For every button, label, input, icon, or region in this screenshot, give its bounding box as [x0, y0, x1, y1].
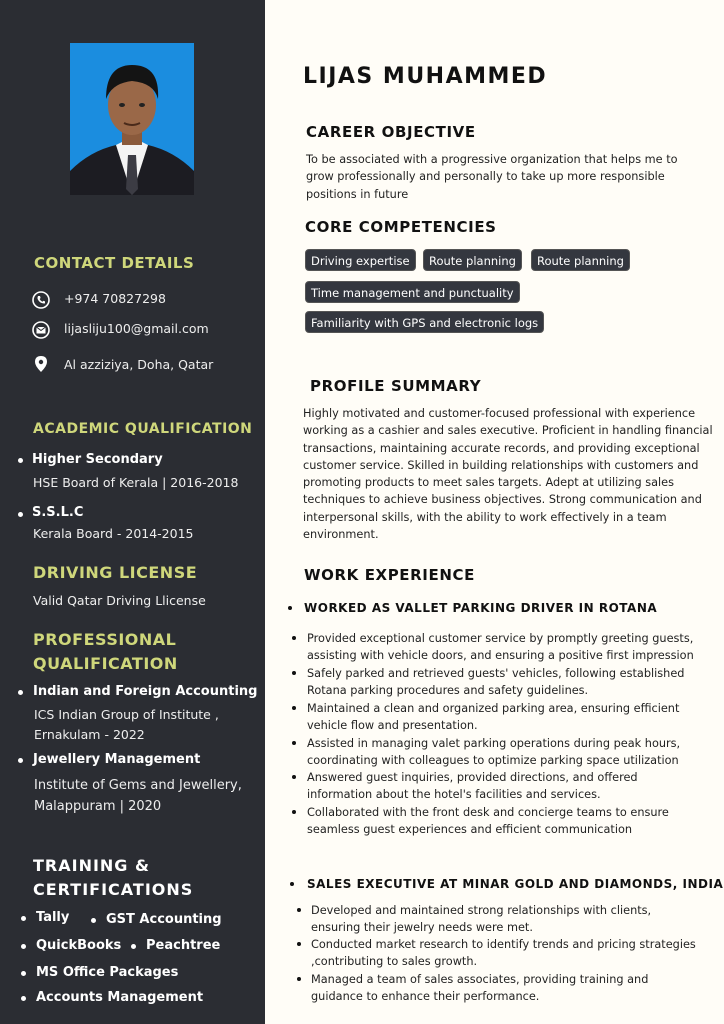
bullet-dot — [21, 996, 26, 1001]
bullet-dot — [297, 977, 301, 981]
job-bullet: Developed and maintained strong relationships with clients, ensuring their jewelry needs were met. — [311, 904, 652, 935]
work-experience-heading: WORK EXPERIENCE — [304, 566, 475, 584]
detail-line: Malappuram | 2020 — [34, 799, 162, 814]
bullet-dot — [297, 942, 301, 946]
training-heading-line1: TRAINING & — [33, 856, 150, 875]
driving-license-heading: DRIVING LICENSE — [33, 563, 198, 582]
bullet-dot — [292, 671, 296, 675]
competency-chip: Familiarity with GPS and electronic logs — [305, 311, 544, 333]
job-bullet: Answered guest inquiries, provided directions, and offered information about the hotel's facilities and services. — [307, 771, 638, 802]
core-competencies-heading: CORE COMPETENCIES — [305, 218, 497, 236]
job-bullet: Assisted in managing valet parking operations during peak hours, coordinating with colleagues to optimize parking space utilization — [307, 737, 681, 768]
detail-line: Ernakulam - 2022 — [34, 727, 145, 742]
job-title: SALES EXECUTIVE AT MINAR GOLD AND DIAMONDS, INDIA — [307, 877, 724, 891]
bullet-dot — [18, 758, 23, 763]
training-item: Accounts Management — [36, 990, 204, 1005]
bullet-dot — [18, 458, 23, 463]
bullet-dot — [91, 918, 96, 923]
bullet-dot — [292, 636, 296, 640]
contact-phone: +974 70827298 — [64, 291, 166, 306]
competency-chip: Route planning — [423, 249, 522, 271]
job-bullet: Provided exceptional customer service by promptly greeting guests, assisting with vehicle doors, and ensuring a positive first impression — [307, 632, 694, 663]
candidate-name: LIJAS MUHAMMED — [303, 64, 548, 89]
competency-chip: Time management and punctuality — [305, 281, 520, 303]
bullet-dot — [21, 944, 26, 949]
bullet-dot — [131, 944, 136, 949]
email-icon — [32, 321, 50, 339]
job-bullet: Collaborated with the front desk and concierge teams to ensure seamless guest experiences and efficient communication — [307, 806, 669, 837]
bullet-dot — [21, 971, 26, 976]
contact-email[interactable]: lijasliju100@gmail.com — [64, 321, 209, 336]
detail-line: Institute of Gems and Jewellery, — [34, 778, 242, 793]
professional-item-title: Indian and Foreign Accounting — [33, 684, 258, 699]
driving-license-text: Valid Qatar Driving Llicense — [33, 593, 206, 608]
bullet-dot — [18, 690, 23, 695]
professional-heading-line1: PROFESSIONAL — [33, 630, 177, 649]
contact-heading: CONTACT DETAILS — [34, 254, 195, 272]
academic-item-title: Higher Secondary — [32, 452, 163, 467]
competency-chip: Driving expertise — [305, 249, 416, 271]
professional-item-title: Jewellery Management — [33, 752, 201, 767]
academic-item-detail: Kerala Board - 2014-2015 — [33, 526, 194, 541]
job-bullet: Conducted market research to identify trends and pricing strategies ,contributing to sales growth. — [311, 938, 696, 969]
bullet-dot — [290, 882, 294, 886]
bullet-dot — [292, 775, 296, 779]
bullet-dot — [18, 512, 23, 517]
job-bullet: Safely parked and retrieved guests' vehicles, following established Rotana parking procedures and safety guidelines. — [307, 667, 685, 698]
location-pin-icon — [32, 355, 50, 373]
training-item: GST Accounting — [106, 912, 222, 927]
profile-summary-heading: PROFILE SUMMARY — [310, 377, 482, 395]
academic-item-detail: HSE Board of Kerala | 2016-2018 — [33, 475, 239, 490]
job-bullet: Managed a team of sales associates, providing training and guidance to enhance their performance. — [311, 973, 649, 1004]
bullet-dot — [292, 706, 296, 710]
professional-item-detail — [34, 775, 242, 817]
professional-heading-line2: QUALIFICATION — [33, 654, 178, 673]
career-objective-heading: CAREER OBJECTIVE — [306, 123, 476, 141]
bullet-dot — [288, 606, 292, 610]
training-heading — [33, 854, 193, 902]
career-objective-text: To be associated with a progressive organization that helps me to grow professionally and personally to take up more responsible positions in future — [306, 153, 678, 201]
training-item: QuickBooks — [36, 938, 122, 953]
detail-line: ICS Indian Group of Institute , — [34, 707, 219, 722]
bullet-dot — [297, 908, 301, 912]
profile-photo — [70, 43, 194, 195]
bullet-dot — [292, 741, 296, 745]
training-item: Tally — [36, 910, 70, 925]
sidebar — [0, 0, 265, 1024]
phone-icon — [32, 291, 50, 309]
academic-heading: ACADEMIC QUALIFICATION — [33, 421, 253, 437]
training-item: Peachtree — [146, 938, 221, 953]
training-item: MS Office Packages — [36, 965, 179, 980]
training-heading-line2: CERTIFICATIONS — [33, 880, 194, 899]
bullet-dot — [292, 810, 296, 814]
academic-item-title: S.S.L.C — [32, 505, 84, 520]
contact-location: Al azziziya, Doha, Qatar — [64, 357, 214, 372]
job-bullet: Maintained a clean and organized parking area, ensuring efficient vehicle flow and presentation. — [307, 702, 680, 733]
bullet-dot — [21, 916, 26, 921]
professional-item-detail — [34, 705, 219, 745]
profile-summary-text: Highly motivated and customer-focused professional with experience working as a cashier and sales executive. Proficient in handling financial transactions, maintaining accurate records, and providing exceptional customer service. Skilled in building relationships with customers and promoting products to meet sales targets. Adept at utilizing sales techniques to achieve business objectives. Strong communication and interpersonal skills, with the ability to work effectively in a team environment. — [303, 407, 713, 542]
job-title: WORKED AS VALLET PARKING DRIVER IN ROTANA — [304, 601, 658, 615]
competency-chip: Route planning — [531, 249, 630, 271]
person-portrait-icon — [70, 43, 194, 195]
professional-heading — [33, 628, 178, 676]
